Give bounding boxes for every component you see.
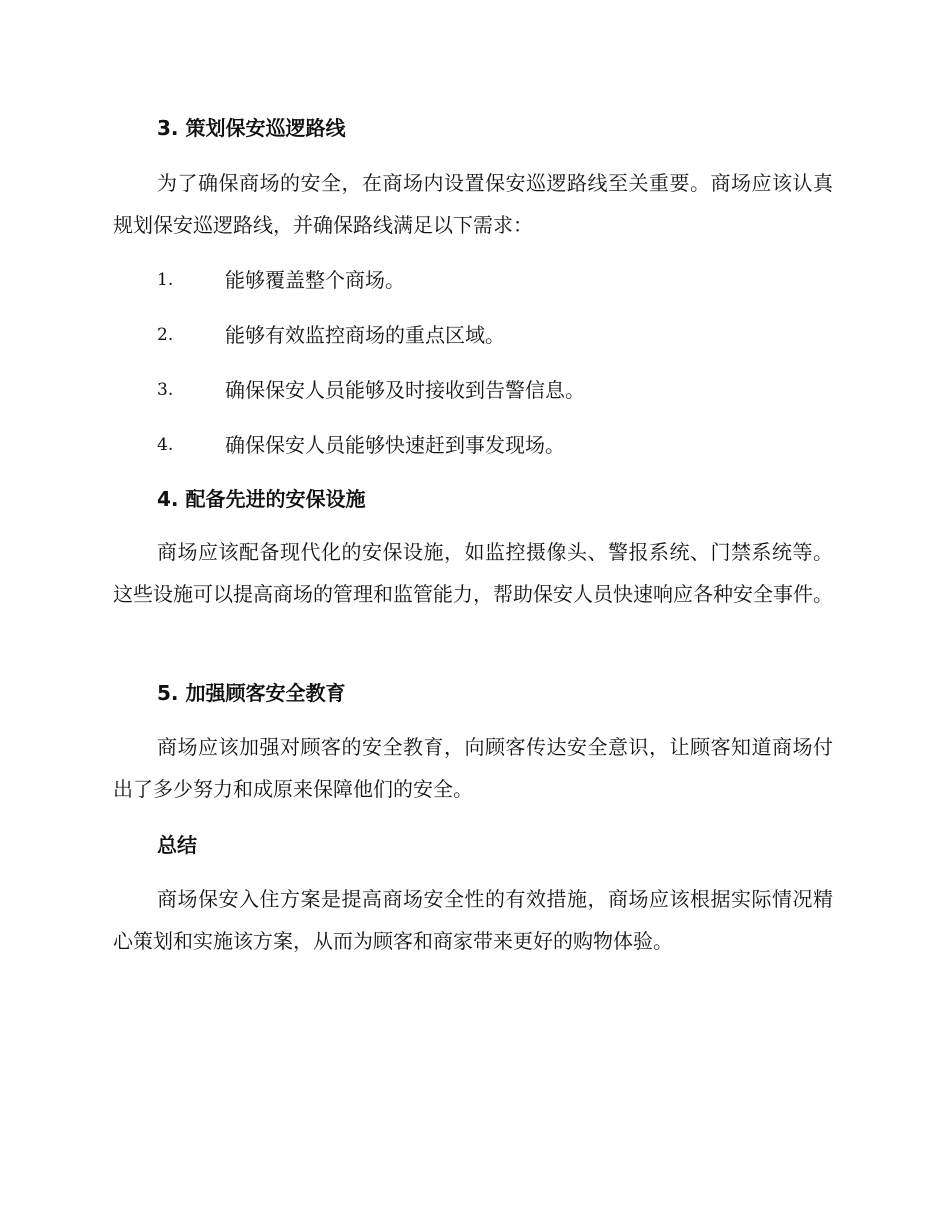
list-text: 确保保安人员能够及时接收到告警信息。 xyxy=(225,378,585,402)
section-paragraph-patrol-routes: 为了确保商场的安全，在商场内设置保安巡逻路线至关重要。商场应该认真规划保安巡逻路线，并确保路线满足以下需求： xyxy=(113,171,833,237)
section-heading-summary: 总结 xyxy=(157,833,197,857)
list-number: 4. xyxy=(157,435,174,455)
list-text: 能够覆盖整个商场。 xyxy=(225,268,405,292)
section-paragraph-summary: 商场保安入住方案是提高商场安全性的有效措施，商场应该根据实际情况精心策划和实施该方案，从而为顾客和商家带来更好的购物体验。 xyxy=(113,887,833,953)
list-number: 2. xyxy=(157,325,174,345)
list-item xyxy=(157,322,837,348)
list-text: 确保保安人员能够快速赶到事发现场。 xyxy=(225,433,565,457)
section-paragraph-security-facilities: 商场应该配备现代化的安保设施，如监控摄像头、警报系统、门禁系统等。这些设施可以提高商场的管理和监管能力，帮助保安人员快速响应各种安全事件。 xyxy=(113,540,833,606)
section-heading-patrol-routes: 3. 策划保安巡逻路线 xyxy=(157,116,346,140)
list-item xyxy=(157,267,837,293)
list-item xyxy=(157,377,837,403)
list-item xyxy=(157,432,837,458)
list-number: 3. xyxy=(157,380,174,400)
section-heading-security-facilities: 4. 配备先进的安保设施 xyxy=(157,487,366,511)
section-paragraph-customer-education: 商场应该加强对顾客的安全教育，向顾客传达安全意识，让顾客知道商场付出了多少努力和成原来保障他们的安全。 xyxy=(113,735,833,801)
list-number: 1. xyxy=(157,270,174,290)
section-heading-customer-education: 5. 加强顾客安全教育 xyxy=(157,681,346,705)
list-text: 能够有效监控商场的重点区域。 xyxy=(225,323,505,347)
